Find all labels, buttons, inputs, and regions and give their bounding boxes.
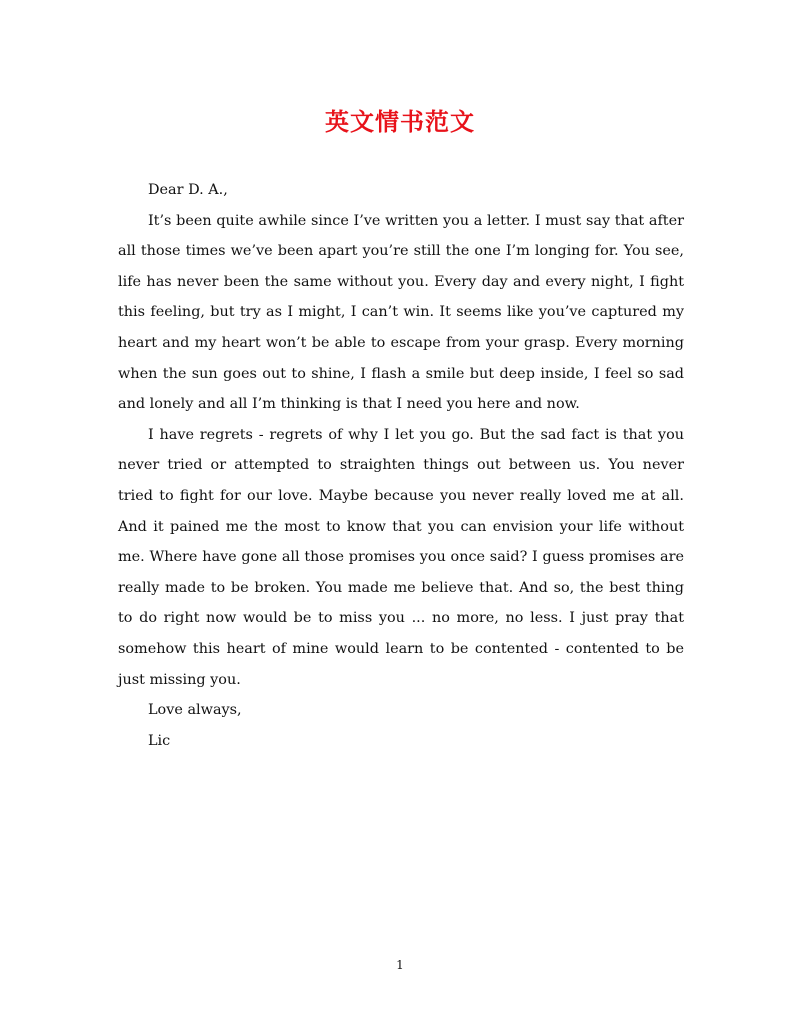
letter-greeting: Dear D. A., xyxy=(148,182,228,198)
letter-signature: Lic xyxy=(148,732,171,749)
document-title: 英文情书范文 xyxy=(325,107,475,136)
letter-body xyxy=(118,175,684,756)
page-number: 1 xyxy=(396,958,404,972)
letter-paragraph-1: It’s been quite awhile since I’ve written you a letter. I must say that after all those times we’ve been apart you’re still the one I’m longing for. You see, life has never been the same without you. Every day and every night, I fight this feeling, but try as I might, I can’t win. It seems like you’ve captured my heart and my heart won’t be able to escape from your grasp. Every morning when the sun goes out to shine, I flash a smile but deep inside, I feel so sad and lonely and all I’m thinking is that I need you here and now. xyxy=(118,212,684,413)
letter-closing: Love always, xyxy=(148,702,242,719)
letter-paragraph-2: I have regrets - regrets of why I let you go. But the sad fact is that you never tried or attempted to straighten things out between us. You never tried to fight for our love. Maybe because you never really loved me at all. And it pained me the most to know that you can envision your life without me. Where have gone all those promises you once said? I guess promises are really made to be broken. You made me believe that. And so, the best thing to do right now would be to miss you ... no more, no less. I just pray that somehow this heart of mine would learn to be contented - contented to be just missing you. xyxy=(118,426,684,688)
